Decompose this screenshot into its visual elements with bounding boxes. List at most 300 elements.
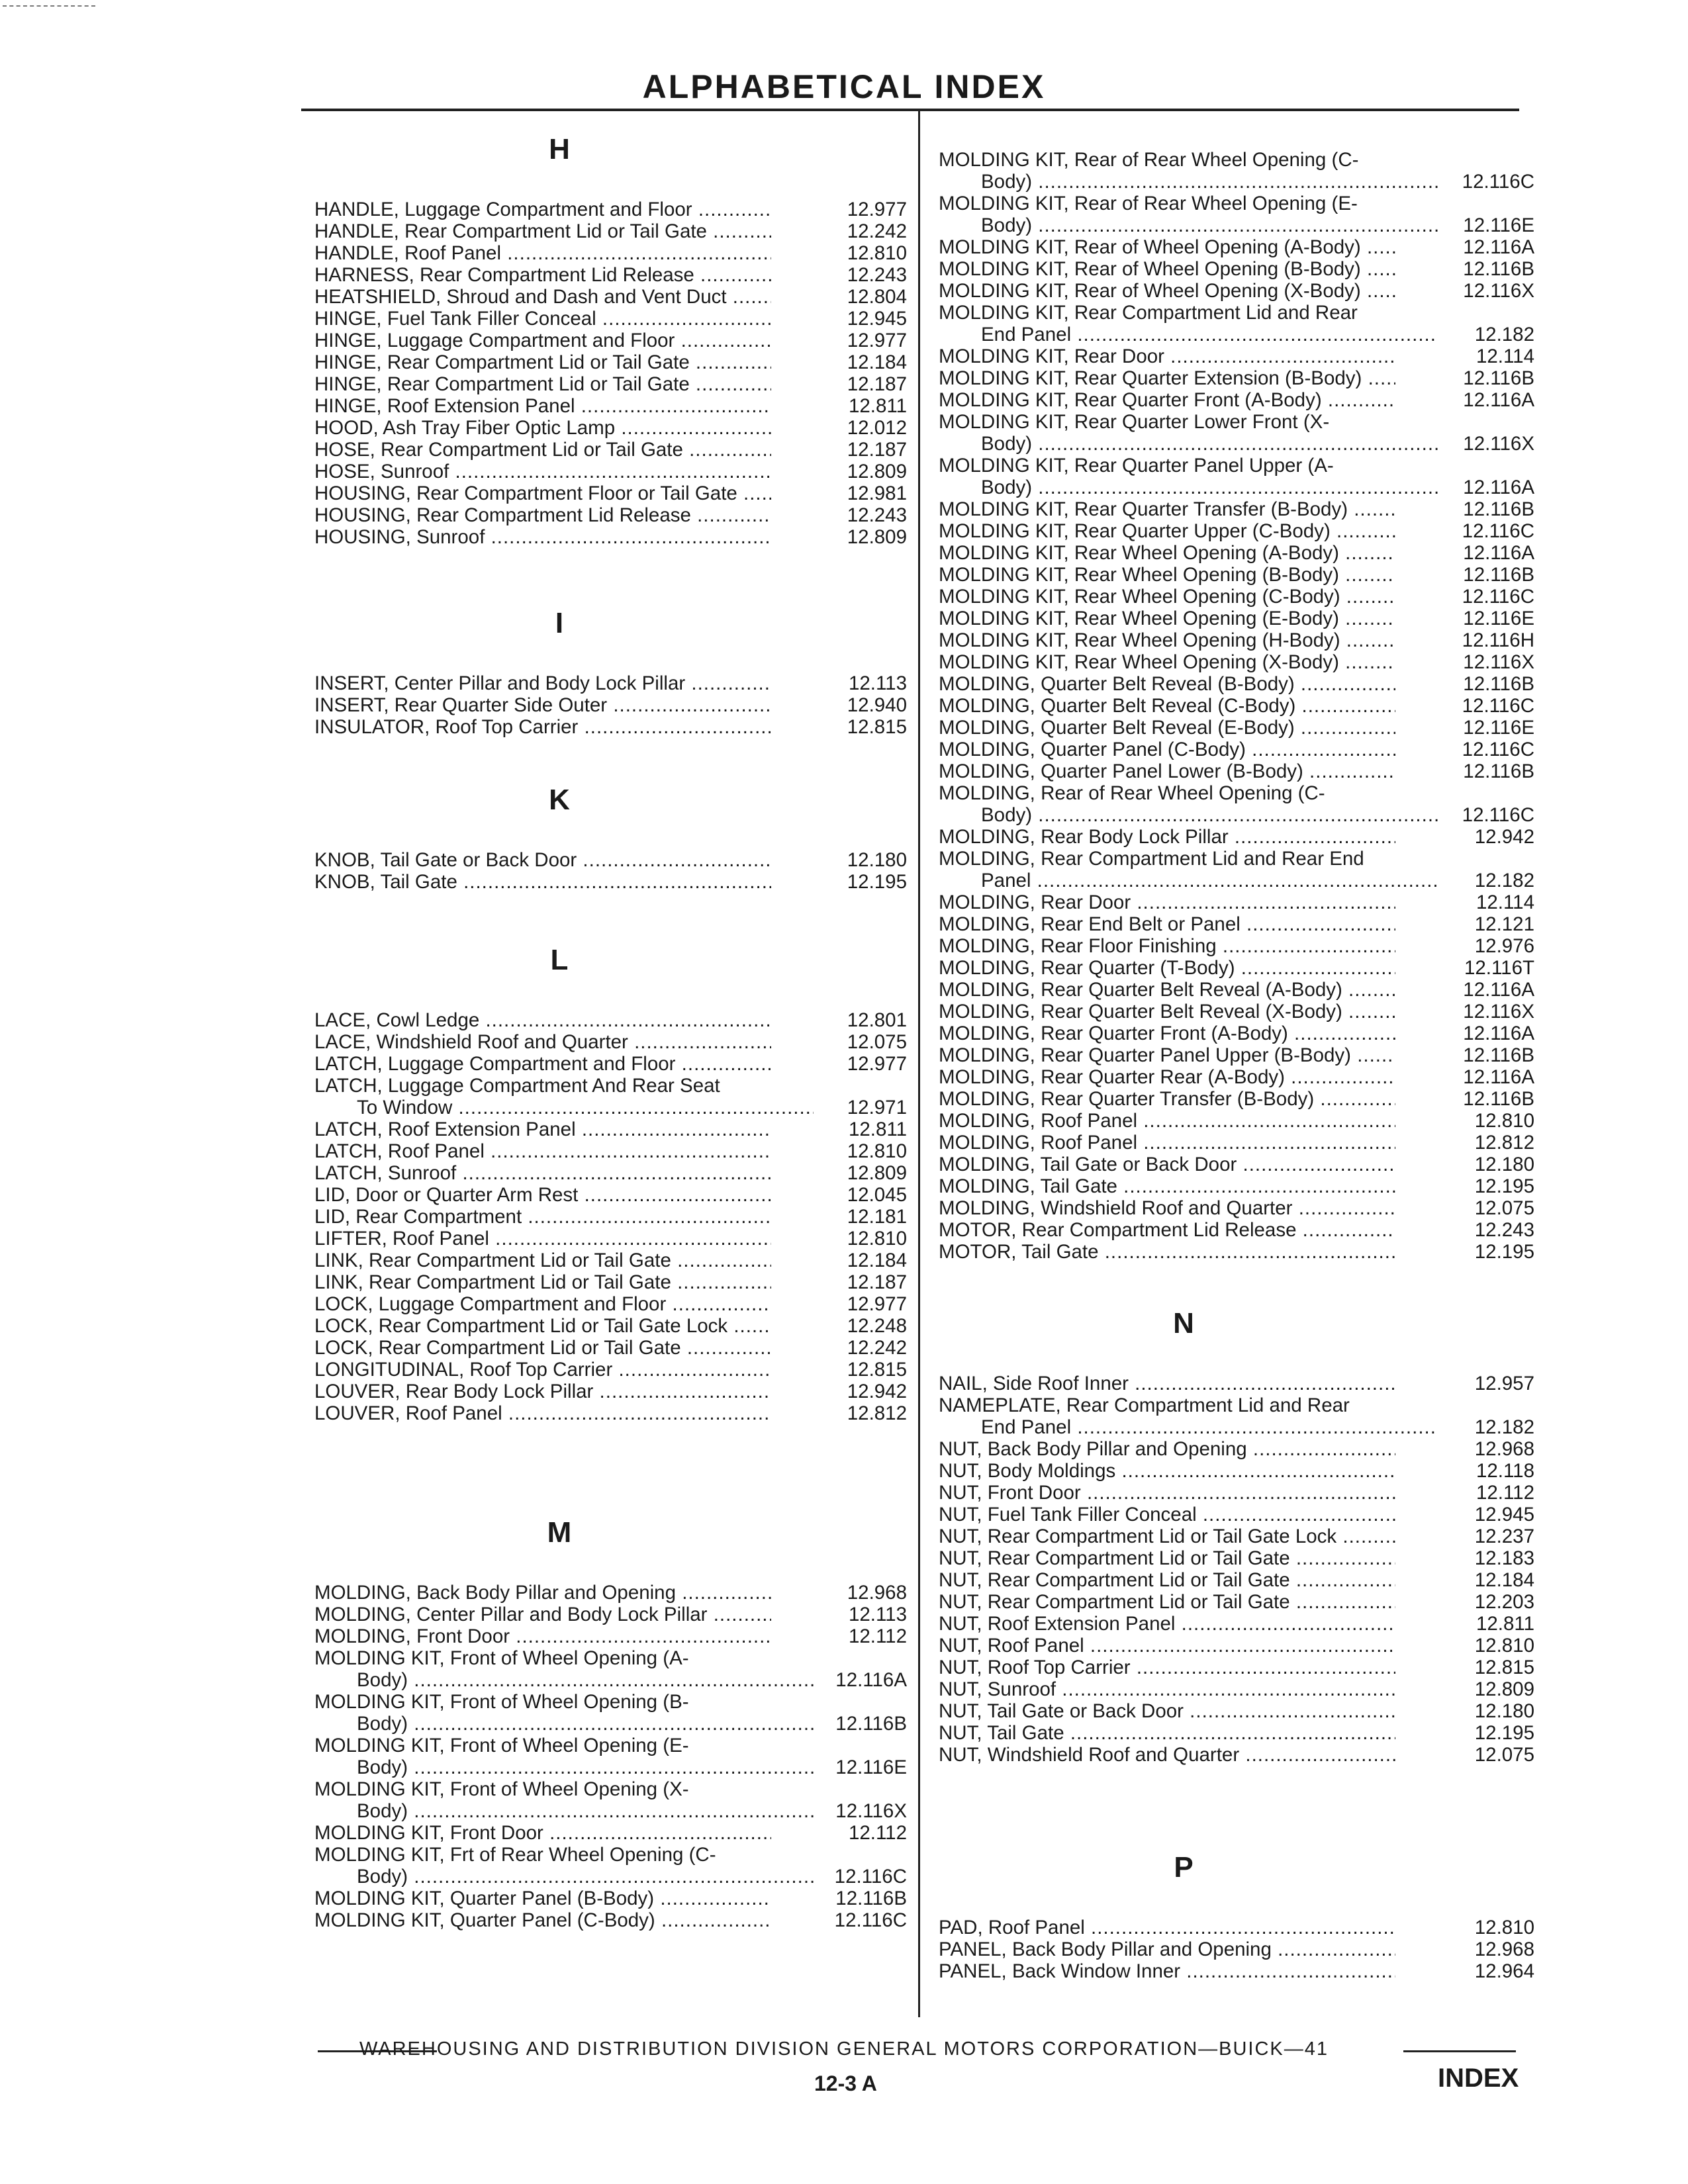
entry-label: PANEL, Back Body Pillar and Opening ..... [939, 1938, 1395, 1960]
entry-text [939, 891, 1395, 913]
index-entry [314, 1162, 907, 1184]
entry-text [939, 1591, 1395, 1613]
entry-label: LATCH, Sunroof ..... [314, 1162, 771, 1184]
entry-page-ref: 12.116C [1462, 171, 1534, 193]
entry-text [939, 1678, 1395, 1700]
entry-page-ref: 12.809 [1474, 1678, 1534, 1700]
entry-text [939, 345, 1395, 367]
entry-page-ref: 12.195 [1474, 1175, 1534, 1197]
entry-page-ref: 12.243 [847, 264, 907, 286]
index-entry [939, 455, 1534, 498]
entry-page-ref: 12.116E [1463, 717, 1534, 739]
entry-page-ref: 12.195 [847, 871, 907, 893]
entry-page-ref: 12.114 [1476, 891, 1534, 913]
entry-label: MOLDING, Roof Panel ..... [939, 1110, 1395, 1132]
title-rule [301, 109, 1519, 111]
entry-label: LID, Rear Compartment ..... [314, 1206, 771, 1228]
entry-text-continued [314, 1756, 814, 1778]
entry-text-line2: Panel ..... [981, 870, 1438, 891]
index-entry [314, 482, 907, 504]
entry-label: LACE, Windshield Roof and Quarter ..... [314, 1031, 771, 1053]
entry-label: MOLDING, Quarter Panel Lower (B-Body) ..... [939, 760, 1395, 782]
entry-text [939, 1504, 1395, 1525]
section-letter-m: M [547, 1516, 572, 1549]
index-entry [314, 1909, 907, 1931]
entry-label: MOLDING, Rear Quarter Panel Upper (B-Body) ..... [939, 1044, 1395, 1066]
entry-text: MOLDING KIT, Front of Wheel Opening (X- [314, 1778, 689, 1800]
entry-text [939, 717, 1395, 739]
entry-label: MOLDING KIT, Rear Quarter Front (A-Body) ..... [939, 389, 1395, 411]
index-entry [939, 979, 1534, 1001]
index-entry [939, 1744, 1534, 1766]
index-entry [939, 1175, 1534, 1197]
index-entry [314, 373, 907, 395]
entry-page-ref: 12.182 [1474, 1416, 1534, 1438]
entry-page-ref: 12.116E [1463, 214, 1534, 236]
entry-label: PANEL, Back Window Inner ..... [939, 1960, 1395, 1982]
index-entry [939, 1591, 1534, 1613]
entry-label: MOLDING KIT, Rear of Wheel Opening (A-Body) ..... [939, 236, 1395, 258]
entry-text [314, 672, 771, 694]
entry-page-ref: 12.812 [1474, 1132, 1534, 1154]
entry-label: NUT, Rear Compartment Lid or Tail Gate ..... [939, 1547, 1395, 1569]
entry-text [314, 871, 771, 893]
entry-text [939, 1241, 1395, 1263]
entry-label: MOLDING, Quarter Panel (C-Body) ..... [939, 739, 1395, 760]
index-entry [314, 1184, 907, 1206]
entry-label: LINK, Rear Compartment Lid or Tail Gate ..... [314, 1250, 771, 1271]
index-entry [314, 439, 907, 461]
entry-label: MOLDING KIT, Front Door ..... [314, 1822, 771, 1844]
entry-page-ref: 12.116B [1463, 760, 1534, 782]
index-entry [314, 1250, 907, 1271]
entry-label: MOLDING, Quarter Belt Reveal (B-Body) ..... [939, 673, 1395, 695]
entry-page-ref: 12.811 [848, 1118, 907, 1140]
index-entry [314, 351, 907, 373]
index-entry [939, 1154, 1534, 1175]
index-entry [939, 848, 1534, 891]
entry-label: MOLDING, Rear End Belt or Panel ..... [939, 913, 1395, 935]
entry-text [314, 1140, 771, 1162]
entry-text: NAMEPLATE, Rear Compartment Lid and Rear [939, 1394, 1350, 1416]
entry-label: MOLDING, Rear Quarter Rear (A-Body) ..... [939, 1066, 1395, 1088]
index-entry [314, 1359, 907, 1381]
entry-label: NUT, Roof Extension Panel ..... [939, 1613, 1395, 1635]
entry-page-ref: 12.116A [1463, 542, 1534, 564]
index-entry [314, 1844, 907, 1888]
entry-page-ref: 12.810 [847, 242, 907, 264]
entry-label: LATCH, Luggage Compartment and Floor ..... [314, 1053, 771, 1075]
index-entry [939, 1088, 1534, 1110]
entry-page-ref: 12.810 [1474, 1635, 1534, 1657]
entry-text [314, 1271, 771, 1293]
entry-text [314, 373, 771, 395]
entry-text-continued [314, 1800, 814, 1822]
entry-page-ref: 12.116X [1463, 433, 1534, 455]
entry-page-ref: 12.184 [1474, 1569, 1534, 1591]
index-entry [939, 608, 1534, 629]
entry-page-ref: 12.116B [1463, 367, 1534, 389]
entry-text-line2: Body) ..... [981, 433, 1438, 455]
index-entry [314, 1118, 907, 1140]
entry-text [314, 849, 771, 871]
entry-text-line2: Body) ..... [357, 1756, 814, 1778]
entry-label: MOLDING KIT, Quarter Panel (C-Body) ..... [314, 1909, 771, 1931]
entry-page-ref: 12.977 [847, 1293, 907, 1315]
entry-label: PAD, Roof Panel ..... [939, 1917, 1395, 1938]
entry-text-continued [939, 870, 1438, 891]
entry-text-line2: Body) ..... [981, 477, 1438, 498]
entry-label: MOTOR, Rear Compartment Lid Release ..... [939, 1219, 1395, 1241]
entry-label: LACE, Cowl Ledge ..... [314, 1009, 771, 1031]
index-entry [314, 1337, 907, 1359]
entry-text [314, 199, 771, 220]
entry-text [314, 504, 771, 526]
index-entry [939, 1110, 1534, 1132]
entry-page-ref: 12.811 [1476, 1613, 1534, 1635]
entry-text-continued [314, 1713, 814, 1735]
entry-text [314, 1184, 771, 1206]
entry-label: INSULATOR, Roof Top Carrier ..... [314, 716, 771, 738]
entry-page-ref: 12.968 [847, 1582, 907, 1604]
index-column-left [314, 126, 907, 1931]
entry-label: HOSE, Sunroof ..... [314, 461, 771, 482]
index-entry [314, 1315, 907, 1337]
entry-text [939, 695, 1395, 717]
index-entry [314, 330, 907, 351]
entry-text [939, 1657, 1395, 1678]
scan-mark [3, 5, 95, 9]
entry-page-ref: 12.116C [1462, 695, 1534, 717]
entry-text: MOLDING KIT, Rear of Rear Wheel Opening (E- [939, 193, 1358, 214]
entry-label: HINGE, Rear Compartment Lid or Tail Gate ..... [314, 373, 771, 395]
entry-text [939, 1001, 1395, 1023]
entry-page-ref: 12.012 [847, 417, 907, 439]
entry-page-ref: 12.957 [1474, 1373, 1534, 1394]
entry-label: LOCK, Luggage Compartment and Floor ..... [314, 1293, 771, 1315]
entry-text [939, 1088, 1395, 1110]
entry-label: LOUVER, Roof Panel ..... [314, 1402, 771, 1424]
entry-label: MOLDING KIT, Quarter Panel (B-Body) ..... [314, 1888, 771, 1909]
entry-text [314, 1402, 771, 1424]
entry-text [314, 1604, 771, 1625]
entry-text [939, 389, 1395, 411]
index-entry [939, 389, 1534, 411]
entry-page-ref: 12.187 [847, 439, 907, 461]
entry-label: NUT, Sunroof ..... [939, 1678, 1395, 1700]
entry-page-ref: 12.116T [1464, 957, 1534, 979]
index-entry [939, 564, 1534, 586]
entry-page-ref: 12.118 [1476, 1460, 1534, 1482]
entry-text [939, 629, 1395, 651]
entry-label: NUT, Body Moldings ..... [939, 1460, 1395, 1482]
entry-label: MOLDING, Rear Body Lock Pillar ..... [939, 826, 1395, 848]
entry-label: MOLDING, Rear Quarter Transfer (B-Body) ..... [939, 1088, 1395, 1110]
entry-text [314, 1031, 771, 1053]
entry-label: INSERT, Rear Quarter Side Outer ..... [314, 694, 771, 716]
entry-page-ref: 12.114 [1476, 345, 1534, 367]
page-title: ALPHABETICAL INDEX [642, 68, 1046, 105]
entry-text [939, 1722, 1395, 1744]
footer-rule-right [1403, 2050, 1516, 2052]
entry-text-continued [939, 433, 1438, 455]
entry-page-ref: 12.116E [1463, 608, 1534, 629]
entry-page-ref: 12.183 [1474, 1547, 1534, 1569]
entry-text: MOLDING KIT, Rear Quarter Panel Upper (A- [939, 455, 1334, 477]
index-column-right [939, 149, 1534, 1982]
entry-label: NUT, Fuel Tank Filler Conceal ..... [939, 1504, 1395, 1525]
entry-label: MOLDING KIT, Rear Wheel Opening (H-Body) ..... [939, 629, 1395, 651]
index-entry [939, 1960, 1534, 1982]
section-letter-p: P [1174, 1851, 1194, 1884]
entry-text [314, 286, 771, 308]
index-entry [939, 760, 1534, 782]
entry-label: MOTOR, Tail Gate ..... [939, 1241, 1395, 1263]
entry-page-ref: 12.243 [1474, 1219, 1534, 1241]
entry-page-ref: 12.113 [848, 672, 907, 694]
entry-page-ref: 12.184 [847, 1250, 907, 1271]
index-entry [939, 629, 1534, 651]
entry-page-ref: 12.203 [1474, 1591, 1534, 1613]
entry-label: MOLDING, Quarter Belt Reveal (E-Body) ..... [939, 717, 1395, 739]
index-entry [314, 1582, 907, 1604]
entry-page-ref: 12.942 [847, 1381, 907, 1402]
entry-label: HINGE, Fuel Tank Filler Conceal ..... [314, 308, 771, 330]
index-entry [939, 1001, 1534, 1023]
entry-label: NUT, Roof Panel ..... [939, 1635, 1395, 1657]
entry-text [939, 498, 1395, 520]
entry-text [314, 1582, 771, 1604]
entry-text [939, 1917, 1395, 1938]
entry-page-ref: 12.182 [1474, 870, 1534, 891]
index-entry [939, 1613, 1534, 1635]
entry-text [939, 957, 1395, 979]
entry-label: MOLDING KIT, Rear Quarter Transfer (B-Body) ..... [939, 498, 1395, 520]
entry-label: MOLDING KIT, Rear Wheel Opening (C-Body) ..... [939, 586, 1395, 608]
entry-page-ref: 12.116B [1463, 258, 1534, 280]
entry-text-line2: End Panel ..... [981, 324, 1438, 345]
entry-label: HOUSING, Sunroof ..... [314, 526, 771, 548]
index-entry [939, 717, 1534, 739]
index-entry [314, 1140, 907, 1162]
entry-label: HOOD, Ash Tray Fiber Optic Lamp ..... [314, 417, 771, 439]
entry-text [314, 330, 771, 351]
entry-page-ref: 12.184 [847, 351, 907, 373]
entry-text [314, 1337, 771, 1359]
entry-label: NUT, Windshield Roof and Quarter ..... [939, 1744, 1395, 1766]
entry-text [314, 1381, 771, 1402]
entry-label: LOCK, Rear Compartment Lid or Tail Gate Lock ..... [314, 1315, 771, 1337]
entry-label: LIFTER, Roof Panel ..... [314, 1228, 771, 1250]
entry-text [314, 1293, 771, 1315]
entry-page-ref: 12.815 [847, 716, 907, 738]
entry-page-ref: 12.237 [1474, 1525, 1534, 1547]
index-entry [314, 672, 907, 694]
entry-page-ref: 12.945 [1474, 1504, 1534, 1525]
entry-text [314, 1053, 771, 1075]
entry-label: LID, Door or Quarter Arm Rest ..... [314, 1184, 771, 1206]
entry-page-ref: 12.113 [848, 1604, 907, 1625]
entry-label: HARNESS, Rear Compartment Lid Release ..... [314, 264, 771, 286]
index-entry [314, 1293, 907, 1315]
index-entry [939, 1547, 1534, 1569]
entry-page-ref: 12.181 [847, 1206, 907, 1228]
entry-page-ref: 12.116X [1463, 651, 1534, 673]
index-entry [939, 1504, 1534, 1525]
index-entry [939, 193, 1534, 236]
entry-page-ref: 12.187 [847, 1271, 907, 1293]
index-entry [939, 1219, 1534, 1241]
entry-page-ref: 12.116H [1462, 629, 1534, 651]
entry-text [314, 308, 771, 330]
entry-label: MOLDING, Quarter Belt Reveal (C-Body) ..... [939, 695, 1395, 717]
entry-label: MOLDING, Rear Quarter Belt Reveal (A-Body) ..... [939, 979, 1395, 1001]
index-entry [939, 1917, 1534, 1938]
entry-text: MOLDING KIT, Front of Wheel Opening (A- [314, 1647, 689, 1669]
entry-text [939, 1569, 1395, 1591]
entry-text-line2: Body) ..... [981, 214, 1438, 236]
index-entry [939, 1044, 1534, 1066]
entry-label: NUT, Tail Gate ..... [939, 1722, 1395, 1744]
entry-text [314, 482, 771, 504]
entry-page-ref: 12.045 [847, 1184, 907, 1206]
entry-page-ref: 12.804 [847, 286, 907, 308]
entry-page-ref: 12.810 [1474, 1917, 1534, 1938]
index-entry [939, 739, 1534, 760]
entry-text: MOLDING KIT, Rear Quarter Lower Front (X- [939, 411, 1330, 433]
entry-text [314, 1625, 771, 1647]
entry-page-ref: 12.116A [1463, 1023, 1534, 1044]
entry-text [314, 1228, 771, 1250]
entry-text [314, 1822, 771, 1844]
entry-text [939, 1960, 1395, 1982]
index-entry [314, 526, 907, 548]
index-entry [314, 286, 907, 308]
entry-page-ref: 12.810 [847, 1140, 907, 1162]
entry-page-ref: 12.121 [1474, 913, 1534, 935]
entry-text [939, 1482, 1395, 1504]
entry-label: NUT, Rear Compartment Lid or Tail Gate Lock ..... [939, 1525, 1395, 1547]
index-entry [314, 1271, 907, 1293]
index-entry [939, 1678, 1534, 1700]
entry-page-ref: 12.112 [848, 1822, 907, 1844]
index-entry [939, 1482, 1534, 1504]
entry-text-continued [314, 1097, 814, 1118]
entry-text [939, 1635, 1395, 1657]
entry-label: HOUSING, Rear Compartment Lid Release ..... [314, 504, 771, 526]
entry-label: MOLDING, Rear Quarter Belt Reveal (X-Body) ..... [939, 1001, 1395, 1023]
entry-text [939, 1460, 1395, 1482]
entry-page-ref: 12.976 [1474, 935, 1534, 957]
entry-page-ref: 12.116C [1462, 586, 1534, 608]
index-entry [314, 1031, 907, 1053]
entry-label: HOUSING, Rear Compartment Floor or Tail Gate ..... [314, 482, 771, 504]
entry-label: NUT, Rear Compartment Lid or Tail Gate ..... [939, 1591, 1395, 1613]
entry-page-ref: 12.195 [1474, 1722, 1534, 1744]
entry-page-ref: 12.180 [1474, 1154, 1534, 1175]
entry-label: HINGE, Rear Compartment Lid or Tail Gate ..... [314, 351, 771, 373]
entry-text [314, 1250, 771, 1271]
index-entry [314, 1625, 907, 1647]
entry-page-ref: 12.971 [847, 1097, 907, 1118]
entry-page-ref: 12.116C [834, 1909, 907, 1931]
index-entry [314, 1647, 907, 1691]
entry-text [939, 367, 1395, 389]
entry-label: MOLDING KIT, Rear Quarter Extension (B-Body) ..... [939, 367, 1395, 389]
index-entry [314, 1735, 907, 1778]
entry-page-ref: 12.116A [835, 1669, 907, 1691]
entry-text-continued [939, 171, 1438, 193]
index-entry [939, 1657, 1534, 1678]
entry-label: MOLDING, Rear Door ..... [939, 891, 1395, 913]
entry-page-ref: 12.116A [1463, 979, 1534, 1001]
entry-text-continued [314, 1669, 814, 1691]
entry-page-ref: 12.968 [1474, 1438, 1534, 1460]
index-entry [939, 542, 1534, 564]
index-entry [314, 1822, 907, 1844]
entry-label: MOLDING, Rear Quarter Front (A-Body) ..... [939, 1023, 1395, 1044]
entry-text [939, 1438, 1395, 1460]
index-entry [314, 871, 907, 893]
entry-text [939, 1154, 1395, 1175]
entry-text [939, 564, 1395, 586]
index-entry [314, 395, 907, 417]
entry-label: MOLDING KIT, Rear Wheel Opening (E-Body) ..... [939, 608, 1395, 629]
index-entry [314, 264, 907, 286]
index-entry [314, 849, 907, 871]
index-entry [939, 1722, 1534, 1744]
entry-text [939, 586, 1395, 608]
entry-text [939, 1613, 1395, 1635]
entry-text: MOLDING, Rear of Rear Wheel Opening (C- [939, 782, 1325, 804]
entry-label: NUT, Front Door ..... [939, 1482, 1395, 1504]
entry-text [939, 979, 1395, 1001]
entry-label: NUT, Back Body Pillar and Opening ..... [939, 1438, 1395, 1460]
entry-text [939, 520, 1395, 542]
entry-page-ref: 12.977 [847, 330, 907, 351]
index-entry [939, 1460, 1534, 1482]
entry-text [314, 1118, 771, 1140]
index-entry [939, 673, 1534, 695]
entry-text [314, 264, 771, 286]
entry-label: MOLDING, Windshield Roof and Quarter ..... [939, 1197, 1395, 1219]
entry-page-ref: 12.116B [1463, 1044, 1534, 1066]
index-entry [939, 345, 1534, 367]
entry-text [314, 220, 771, 242]
entry-text [314, 526, 771, 548]
entry-label: HOSE, Rear Compartment Lid or Tail Gate ..... [314, 439, 771, 461]
entry-text [939, 1547, 1395, 1569]
entry-page-ref: 12.801 [847, 1009, 907, 1031]
index-entry [939, 1023, 1534, 1044]
index-entry [939, 149, 1534, 193]
index-entry [314, 1604, 907, 1625]
entry-label: HANDLE, Luggage Compartment and Floor ..... [314, 199, 771, 220]
index-entry [314, 461, 907, 482]
index-entry [939, 695, 1534, 717]
entry-text [939, 1700, 1395, 1722]
index-entry [314, 220, 907, 242]
entry-label: LATCH, Roof Extension Panel ..... [314, 1118, 771, 1140]
index-entry [939, 1438, 1534, 1460]
entry-text [939, 1197, 1395, 1219]
entry-text: MOLDING KIT, Front of Wheel Opening (E- [314, 1735, 689, 1756]
entry-text [939, 1938, 1395, 1960]
entry-text [939, 760, 1395, 782]
entry-text-continued [939, 1416, 1438, 1438]
entry-text [314, 1888, 771, 1909]
entry-text: MOLDING KIT, Frt of Rear Wheel Opening (C- [314, 1844, 716, 1866]
